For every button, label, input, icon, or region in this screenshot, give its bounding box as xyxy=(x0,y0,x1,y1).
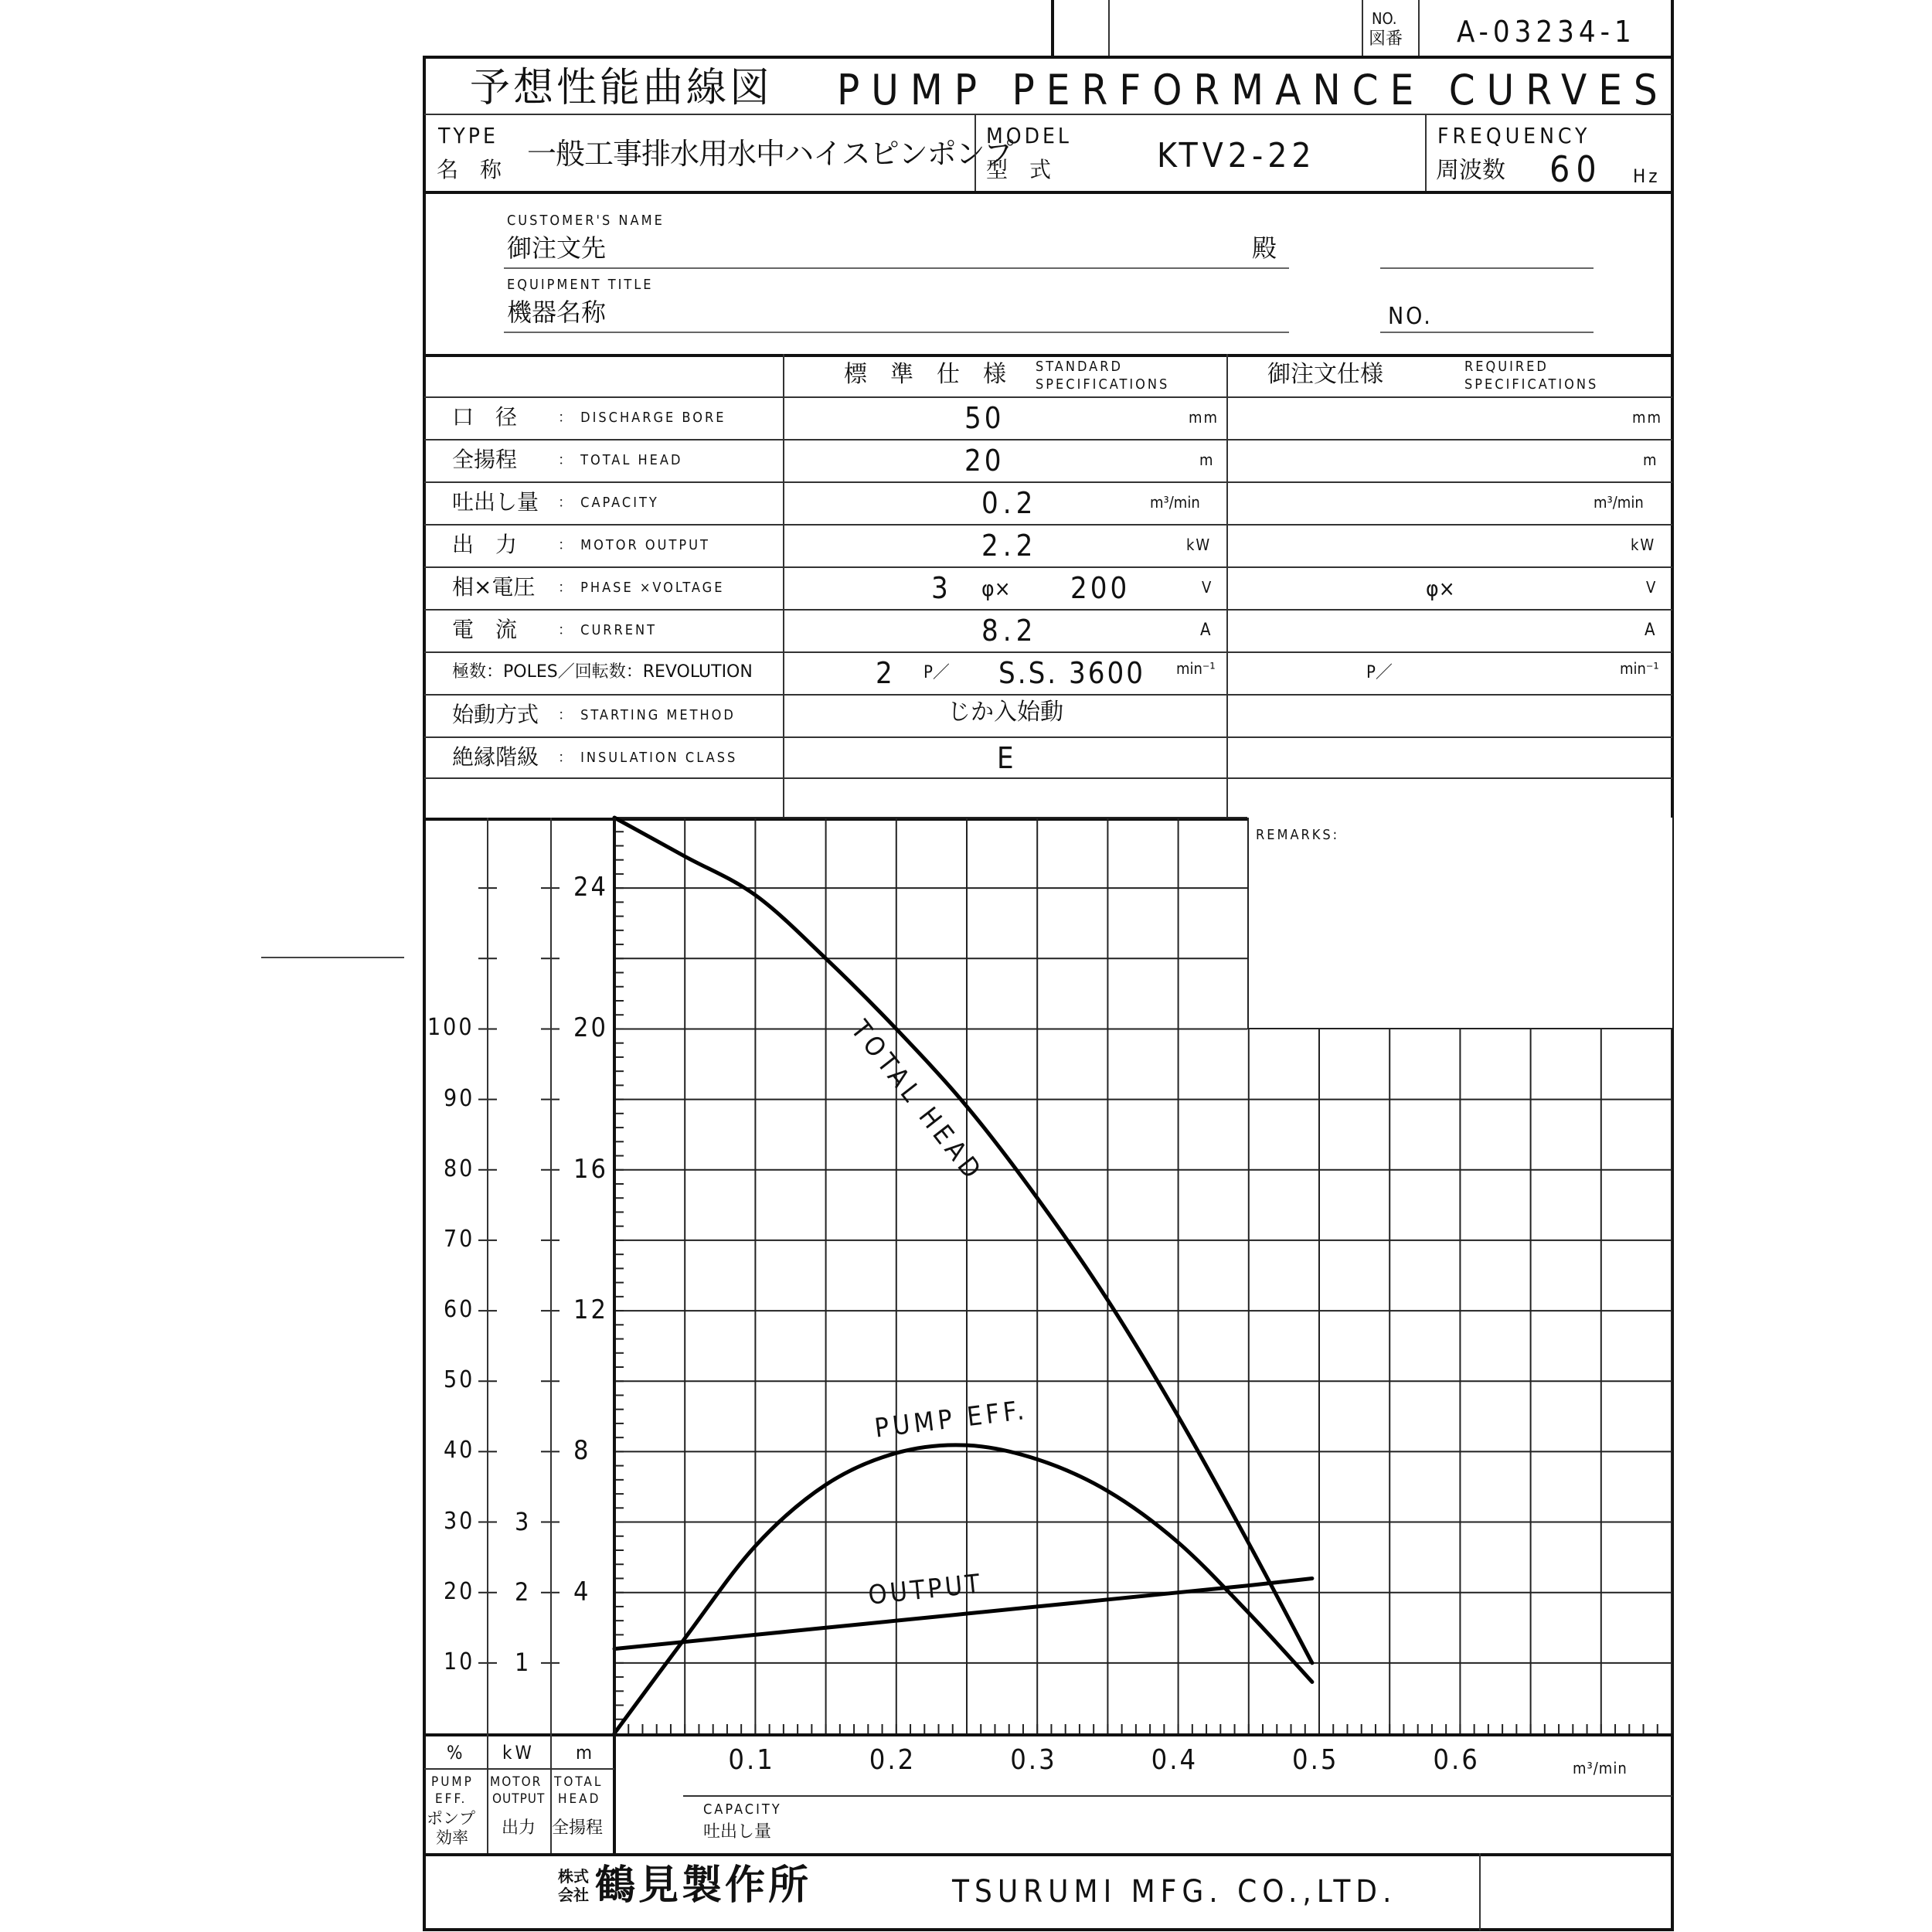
eff-tick-label: 20 xyxy=(444,1577,475,1605)
capacity-tick-label: 0.3 xyxy=(1010,1744,1057,1776)
head-axis-line xyxy=(613,818,616,1855)
divider xyxy=(683,1795,1672,1797)
spec-label-en: ： PHASE ×VOLTAGE xyxy=(558,580,725,596)
spec-label-en: ： CURRENT xyxy=(558,622,658,638)
req-unit: A xyxy=(1645,621,1655,640)
standard-spec-header-en-1: STANDARD xyxy=(1036,359,1123,375)
spec-label-en: ： STARTING METHOD xyxy=(558,707,736,723)
title-en: PUMP PERFORMANCE CURVES xyxy=(837,66,1669,114)
eff-tick-label: 60 xyxy=(444,1296,475,1324)
type-value: 一般工事排水用水中ハイスピンポンプ xyxy=(527,137,1013,171)
req-unit: m xyxy=(1643,451,1657,469)
spec-unit: V xyxy=(1202,578,1212,597)
output-axis-column-line xyxy=(550,818,552,1855)
eff-tick-label: 50 xyxy=(444,1366,475,1394)
equipment-title-label-en: EQUIPMENT TITLE xyxy=(507,277,654,293)
divider xyxy=(424,1768,614,1770)
eff-tick-label: 90 xyxy=(444,1084,475,1112)
drawing-no-label-en: NO. xyxy=(1372,9,1397,28)
spec-label-en: ： DISCHARGE BORE xyxy=(558,410,726,426)
eff-tick-label: 40 xyxy=(444,1437,475,1464)
output-label-jp: 出力 xyxy=(502,1818,536,1838)
spec-unit: mm xyxy=(1189,408,1219,427)
req-unit: min⁻¹ xyxy=(1620,659,1659,678)
spec-label-jp: 口 径 xyxy=(452,404,518,430)
head-label-jp: 全揚程 xyxy=(552,1818,604,1838)
output-label-en-1: MOTOR xyxy=(490,1774,543,1790)
title-jp: 予想性能曲線図 xyxy=(470,65,774,111)
capacity-tick-label: 0.2 xyxy=(869,1744,917,1776)
head-label-en-1: TOTAL xyxy=(554,1774,604,1790)
company-name-en: TSURUMI MFG. CO.,LTD. xyxy=(952,1874,1397,1910)
customer-no-label: NO. xyxy=(1388,303,1433,330)
output-tick-label: 3 xyxy=(515,1506,532,1536)
eff-label-jp-2: 効率 xyxy=(436,1828,468,1847)
frequency-label-jp: 周波数 xyxy=(1436,157,1505,184)
customer-honorific: 殿 xyxy=(1252,233,1277,263)
eff-tick-label: 100 xyxy=(427,1014,474,1042)
drawing-number: A-03234-1 xyxy=(1457,15,1636,49)
capacity-tick-label: 0.1 xyxy=(728,1744,775,1776)
required-spec-header-en-1: REQUIRED xyxy=(1464,359,1549,375)
head-tick-label: 4 xyxy=(573,1576,591,1607)
capacity-tick-label: 0.5 xyxy=(1292,1744,1339,1776)
model-label-jp: 型 式 xyxy=(986,157,1052,182)
spec-value: 20 xyxy=(964,444,1005,478)
customer-name-label-jp: 御注文先 xyxy=(507,233,607,263)
req-unit: mm xyxy=(1632,408,1663,427)
spec-unit: kW xyxy=(1186,536,1212,554)
capacity-tick-label: 0.4 xyxy=(1151,1744,1199,1776)
frequency-unit: Hz xyxy=(1633,165,1661,187)
output-tick-label: 1 xyxy=(515,1647,532,1677)
capacity-label-jp: 吐出し量 xyxy=(703,1822,772,1842)
frequency-label-en: FREQUENCY xyxy=(1437,123,1591,148)
spec-unit: m³/min xyxy=(1150,493,1200,512)
spec-value-phase: 3 xyxy=(931,571,948,605)
spec-value: 2.2 xyxy=(981,529,1038,563)
capacity-tick-label: 0.6 xyxy=(1433,1744,1480,1776)
equipment-title-label-jp: 機器名称 xyxy=(507,298,607,327)
req-unit: V xyxy=(1646,578,1656,597)
spec-label-en: ： TOTAL HEAD xyxy=(558,452,683,468)
required-spec-header-en-2: SPECIFICATIONS xyxy=(1464,376,1599,393)
output-label-en-2: OUTPUT xyxy=(492,1791,546,1807)
head-unit: m xyxy=(576,1742,593,1764)
spec-label-en: ： MOTOR OUTPUT xyxy=(558,537,710,553)
capacity-unit: m³/min xyxy=(1573,1759,1628,1777)
divider xyxy=(424,1853,1672,1856)
req-unit: kW xyxy=(1631,536,1656,554)
eff-tick-label: 70 xyxy=(444,1225,475,1253)
spec-unit: A xyxy=(1200,621,1211,640)
req-value: φ× xyxy=(1426,576,1455,601)
standard-spec-header-en-2: SPECIFICATIONS xyxy=(1036,376,1170,393)
customer-name-label-en: CUSTOMER'S NAME xyxy=(507,213,665,229)
spec-value: じか入始動 xyxy=(947,699,1063,726)
head-tick-label: 16 xyxy=(573,1153,608,1185)
spec-value-sep: φ× xyxy=(981,576,1011,601)
spec-value-voltage: 200 xyxy=(1070,571,1131,605)
req-unit: m³/min xyxy=(1594,493,1644,512)
req-value: P／ xyxy=(1366,663,1393,682)
spec-label-jp: 全揚程 xyxy=(452,447,518,472)
spec-unit: m xyxy=(1199,451,1213,469)
model-value: KTV2-22 xyxy=(1157,136,1316,175)
eff-unit: % xyxy=(447,1742,463,1764)
remarks-label: REMARKS: xyxy=(1256,827,1340,843)
eff-label-en-2: EFF. xyxy=(435,1791,468,1807)
company-prefix-1: 株式 xyxy=(558,1867,589,1886)
model-label-en: MODEL xyxy=(986,123,1072,148)
type-label-jp: 名 称 xyxy=(437,157,502,182)
required-spec-header-jp: 御注文仕様 xyxy=(1267,361,1383,388)
spec-label-jp: 出 力 xyxy=(452,532,518,557)
output-unit: kW xyxy=(502,1742,535,1764)
spec-label-jp: 吐出し量 xyxy=(452,489,539,515)
spec-unit: min⁻¹ xyxy=(1176,659,1216,678)
remarks-box[interactable] xyxy=(1247,818,1672,1029)
head-tick-label: 8 xyxy=(573,1435,591,1467)
divider xyxy=(1479,1853,1481,1930)
spec-value-poles: 2 xyxy=(876,656,893,690)
eff-label-jp-1: ポンプ xyxy=(427,1809,475,1828)
output-tick-label: 2 xyxy=(515,1577,532,1607)
eff-tick-label: 10 xyxy=(444,1648,475,1675)
spec-label-jp: 電 流 xyxy=(452,617,518,642)
company-name-jp: 鶴見製作所 xyxy=(595,1862,812,1909)
standard-spec-header-jp: 標 準 仕 様 xyxy=(844,361,1006,388)
spec-value-p: P／ xyxy=(923,663,950,682)
spec-label-en: ： INSULATION CLASS xyxy=(558,750,738,766)
head-tick-label: 24 xyxy=(573,872,608,903)
head-tick-label: 12 xyxy=(573,1294,608,1326)
eff-label-en-1: PUMP xyxy=(431,1774,474,1790)
spec-value-rev: S.S. 3600 xyxy=(998,656,1145,690)
head-label-en-2: HEAD xyxy=(558,1791,601,1807)
spec-value: E xyxy=(997,741,1014,775)
spec-value: 8.2 xyxy=(981,614,1038,648)
output-annotation: OUTPUT xyxy=(866,1568,985,1611)
pump-eff-annotation: PUMP EFF. xyxy=(872,1394,1030,1444)
drawing-no-label-jp: 図番 xyxy=(1369,29,1403,49)
x-axis-line xyxy=(424,1733,1672,1736)
head-tick-label: 20 xyxy=(573,1012,608,1044)
eff-tick-label: 80 xyxy=(444,1155,475,1182)
total-head-annotation: TOTAL HEAD xyxy=(844,1015,990,1189)
eff-axis-column-line xyxy=(487,818,488,1855)
company-prefix-2: 会社 xyxy=(558,1886,589,1904)
spec-label-jp: 相×電圧 xyxy=(452,574,536,600)
spec-label-jp: 絶縁階級 xyxy=(452,744,539,770)
spec-label-jp: 始動方式 xyxy=(452,702,539,727)
spec-label-jp: 極数：POLES／回転数：REVOLUTION xyxy=(452,662,753,682)
capacity-label-en: CAPACITY xyxy=(703,1801,782,1818)
eff-tick-label: 30 xyxy=(444,1507,475,1535)
spec-label-en: ： CAPACITY xyxy=(558,495,659,511)
frequency-value: 60 xyxy=(1549,148,1603,190)
type-label-en: TYPE xyxy=(438,123,498,148)
spec-value: 50 xyxy=(964,401,1005,435)
spec-value: 0.2 xyxy=(981,486,1038,520)
